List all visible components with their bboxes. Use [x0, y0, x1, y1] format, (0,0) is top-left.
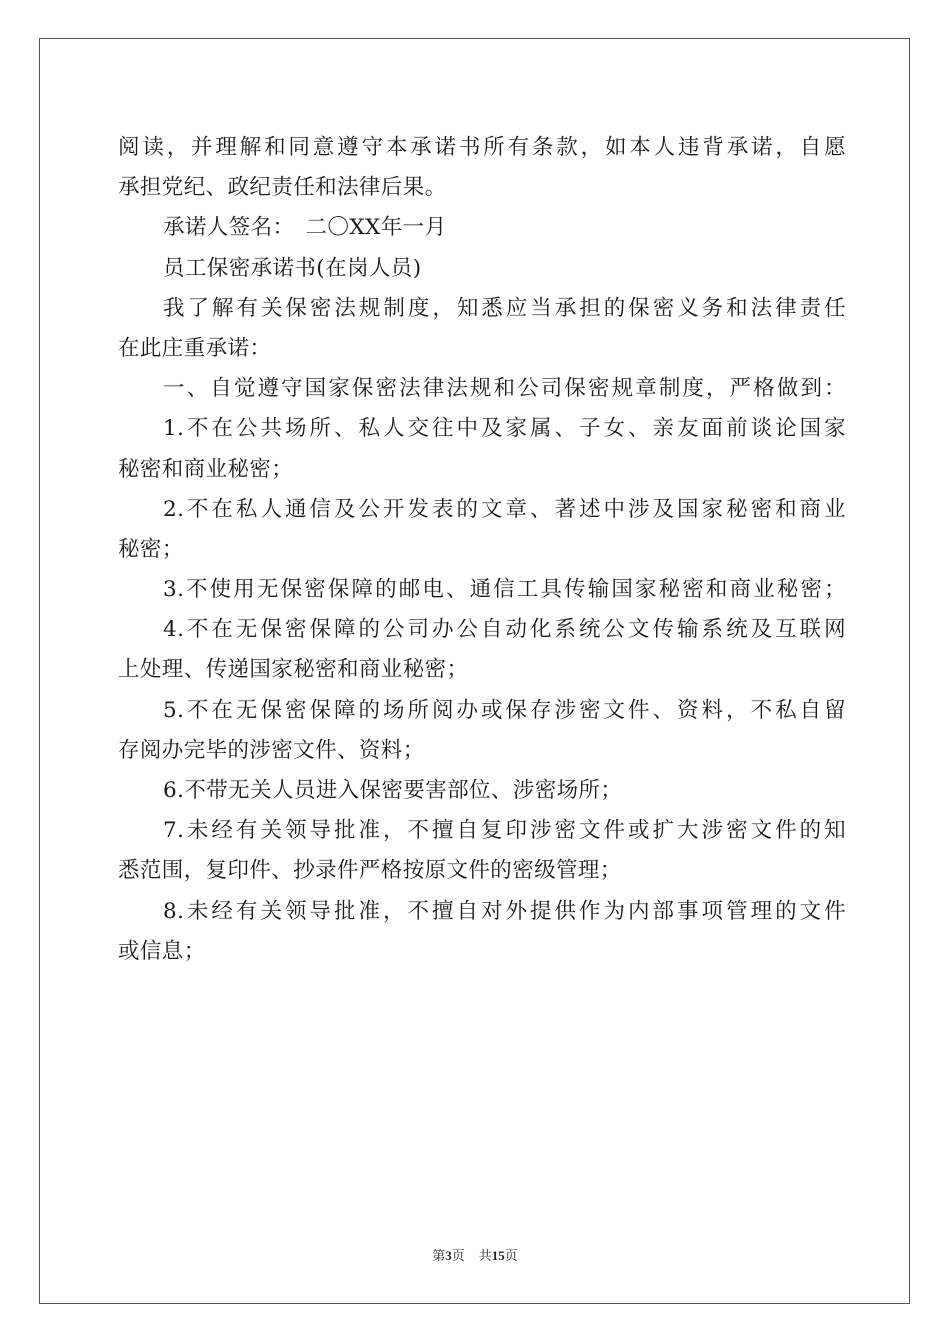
list-item: 1.不在公共场所、私人交往中及家属、子女、亲友面前谈论国家 [163, 416, 846, 442]
list-item-continuation: 悉范围，复印件、抄录件严格按原文件的密级管理； [118, 858, 622, 884]
text-line: 我了解有关保密法规制度，知悉应当承担的保密义务和法律责任 [163, 295, 846, 321]
total-suffix: 页 [504, 1249, 518, 1264]
list-item-continuation: 秘密和商业秘密； [118, 456, 294, 482]
list-item: 2.不在私人通信及公开发表的文章、著述中涉及国家秘密和商业 [163, 496, 846, 522]
page-suffix: 页 [451, 1249, 465, 1264]
text-line: 一、自觉遵守国家保密法律法规和公司保密规章制度，严格做到： [163, 376, 846, 402]
list-item-continuation: 上处理、传递国家秘密和商业秘密； [118, 657, 469, 683]
signature-line: 承诺人签名： 二〇XX年一月 [163, 215, 447, 241]
section-title: 员工保密承诺书(在岗人员) [163, 255, 422, 281]
total-pages: 15 [491, 1248, 505, 1263]
list-item: 6.不带无关人员进入保密要害部位、涉密场所； [163, 778, 623, 803]
list-item: 4.不在无保密保障的公司办公自动化系统公文传输系统及互联网 [163, 617, 846, 643]
text-line: 承担党纪、政纪责任和法律后果。 [118, 175, 447, 201]
list-item-continuation: 或信息； [118, 938, 206, 964]
text-line: 在此庄重承诺： [118, 335, 272, 361]
list-item-continuation: 秘密； [118, 536, 184, 562]
list-item: 3.不使用无保密保障的邮电、通信工具传输国家秘密和商业秘密； [163, 577, 846, 603]
total-prefix: 共 [478, 1249, 492, 1264]
page-number: 3 [445, 1248, 452, 1263]
document-body [118, 128, 846, 972]
page-footer [0, 1246, 950, 1267]
list-item: 5.不在无保密保障的场所阅办或保存涉密文件、资料，不私自留 [163, 697, 846, 723]
list-item-continuation: 存阅办完毕的涉密文件、资料； [118, 737, 425, 763]
list-item: 8.未经有关领导批准，不擅自对外提供作为内部事项管理的文件 [163, 898, 846, 924]
list-item: 7.未经有关领导批准，不擅自复印涉密文件或扩大涉密文件的知 [163, 818, 846, 844]
text-line: 阅读，并理解和同意遵守本承诺书所有条款，如本人违背承诺，自愿 [118, 135, 846, 160]
page-prefix: 第 [432, 1249, 446, 1264]
